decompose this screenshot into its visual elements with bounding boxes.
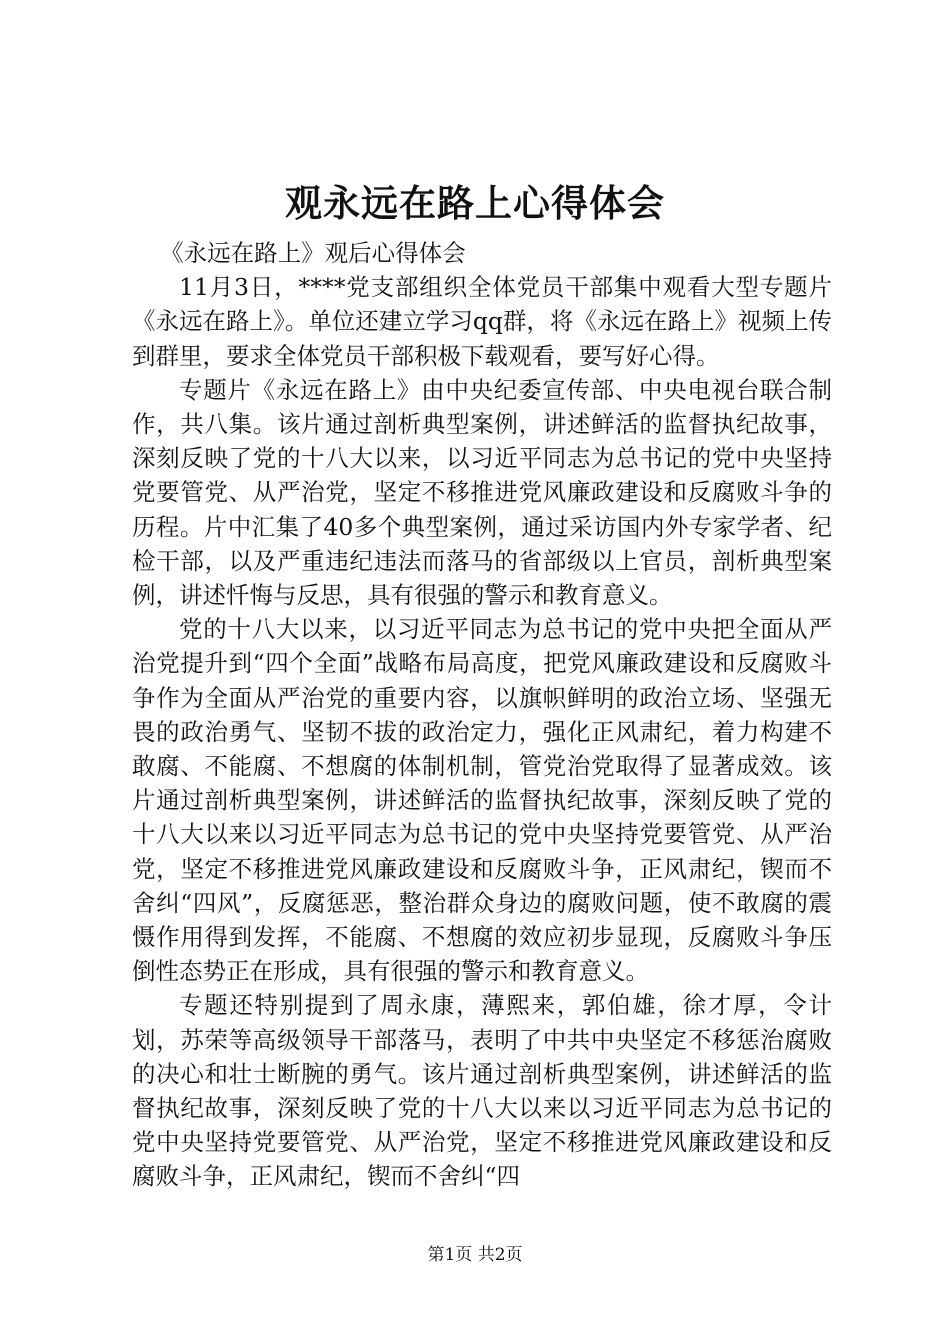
paragraph-1: 11月3日，****党支部组织全体党员干部集中观看大型专题片《永远在路上》。单位还建立学习qq群，将《永远在路上》视频上传到群里，要求全体党员干部积极下载观看，要写好心得。 bbox=[132, 273, 832, 370]
document-subtitle: 《永远在路上》观后心得体会 bbox=[160, 239, 466, 267]
document-body bbox=[132, 236, 832, 1194]
page-number: 第1页 共2页 bbox=[427, 1245, 523, 1265]
page-title: 观永远在路上心得体会 bbox=[285, 181, 665, 225]
paragraph-4: 专题还特别提到了周永康，薄熙来，郭伯雄，徐才厚，令计划，苏荣等高级领导干部落马，表明了中共中央坚定不移惩治腐败的决心和壮士断腕的勇气。该片通过剖析典型案例，讲述鲜活的监督执纪故事，深刻反映了党的十八大以来以习近平同志为总书记的党中央坚持党要管党、从严治党，坚定不移推进党风廉政建设和反腐败斗争，正风肃纪，锲而不舍纠“四 bbox=[132, 991, 832, 1191]
paragraph-3: 党的十八大以来，以习近平同志为总书记的党中央把全面从严治党提升到“四个全面”战略布局高度，把党风廉政建设和反腐败斗争作为全面从严治党的重要内容，以旗帜鲜明的政治立场、坚强无畏的政治勇气、坚韧不拔的政治定力，强化正风肃纪，着力构建不敢腐、不能腐、不想腐的体制机制，管党治党取得了显著成效。该片通过剖析典型案例，讲述鲜活的监督执纪故事，深刻反映了党的十八大以来以习近平同志为总书记的党中央坚持党要管党、从严治党，坚定不移推进党风廉政建设和反腐败斗争，正风肃纪，锲而不舍纠“四风”，反腐惩恶，整治群众身边的腐败问题，使不敢腐的震慑作用得到发挥，不能腐、不想腐的效应初步显现，反腐败斗争压倒性态势正在形成，具有很强的警示和教育意义。 bbox=[132, 615, 832, 986]
paragraph-2: 专题片《永远在路上》由中央纪委宣传部、中央电视台联合制作，共八集。该片通过剖析典型案例，讲述鲜活的监督执纪故事，深刻反映了党的十八大以来，以习近平同志为总书记的党中央坚持党要管党、从严治党，坚定不移推进党风廉政建设和反腐败斗争的历程。片中汇集了40多个典型案例，通过采访国内外专家学者、纪检干部，以及严重违纪违法而落马的省部级以上官员，剖析典型案例，讲述忏悔与反思，具有很强的警示和教育意义。 bbox=[132, 375, 832, 610]
